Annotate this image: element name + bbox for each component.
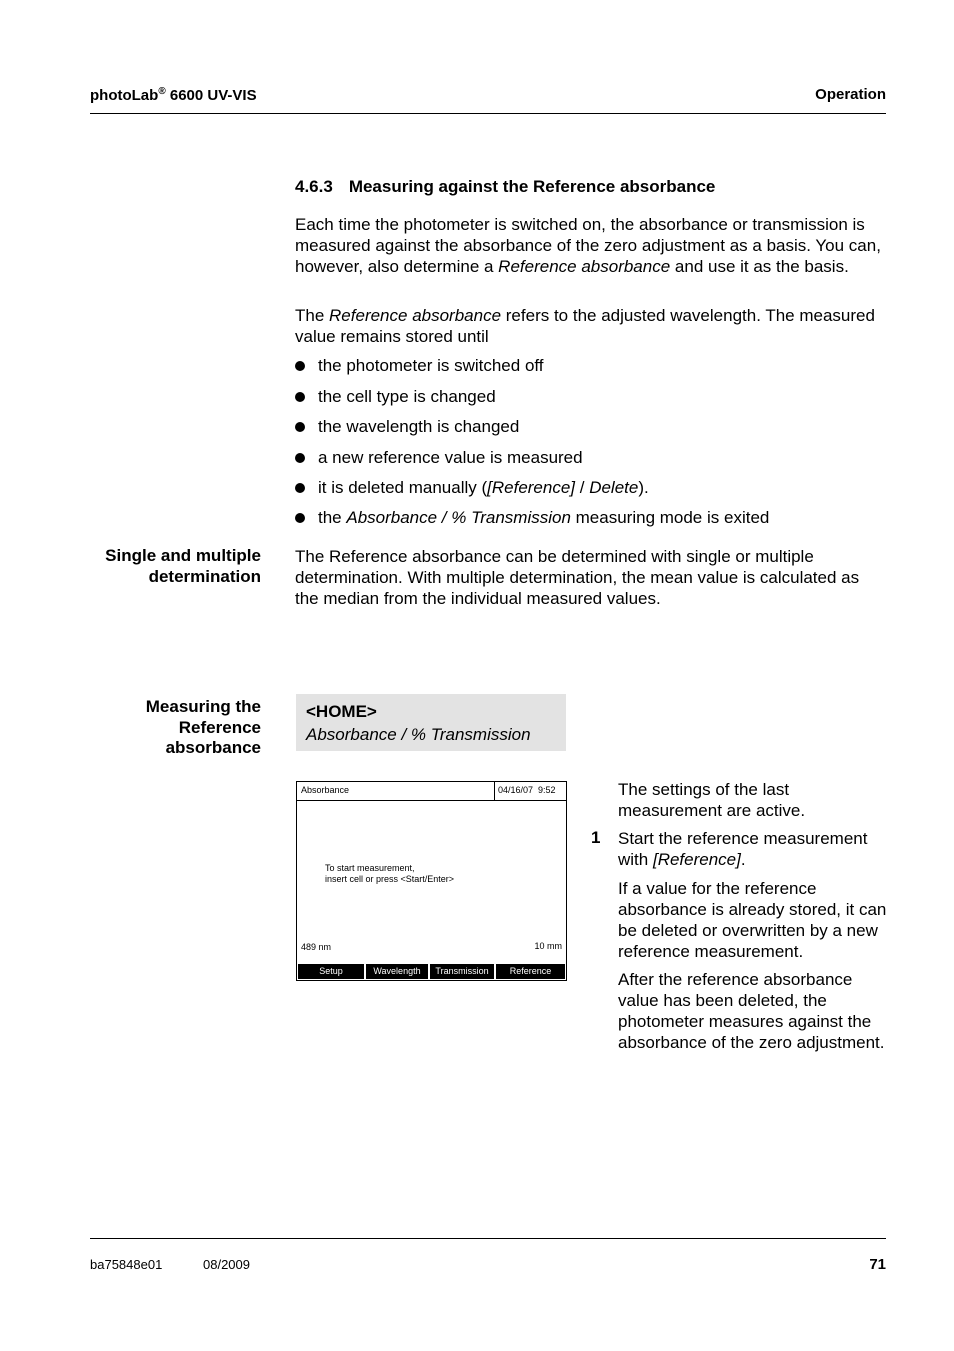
softkey-wavelength[interactable]: Wavelength <box>366 964 428 979</box>
intro-p1-text-a: Each time the photometer is switched on, the absorbance or transmission is measured against the absorbance of the zero adjustment as a basis. You can, however, also determine a <box>295 215 881 276</box>
side-heading-measuring <box>61 697 261 759</box>
side-heading-single-multiple <box>61 546 261 587</box>
navigation-path-box <box>296 694 566 751</box>
instrument-display <box>296 781 567 981</box>
display-cell-size: 10 mm <box>534 941 562 951</box>
softkey-reference[interactable]: Reference <box>496 964 565 979</box>
intro-p2-text-b: refers to the adjusted wavelength. The measured value remains stored until <box>295 306 875 346</box>
footer-doc-id: ba75848e01 <box>90 1257 163 1272</box>
section-number: 4.6.3 <box>295 177 333 196</box>
running-header-section: Operation <box>815 86 886 103</box>
list-item-text: the photometer is switched off <box>318 356 544 375</box>
list-item-text-b: measuring mode is exited <box>570 508 770 527</box>
step-number: 1 <box>591 828 601 847</box>
display-title-bar <box>297 782 566 801</box>
home-key-label: <HOME> <box>306 702 377 721</box>
side-heading-line: Single and multiple <box>105 546 261 565</box>
display-message-line: To start measurement, <box>325 863 415 873</box>
page-number: 71 <box>869 1256 886 1273</box>
intro-paragraph-2 <box>295 305 887 347</box>
softkey-transmission[interactable]: Transmission <box>430 964 494 979</box>
product-name: photoLab <box>90 87 159 104</box>
list-item-text <box>318 477 649 498</box>
step-1-text <box>618 828 888 870</box>
footer-date: 08/2009 <box>203 1257 250 1272</box>
bullet-icon <box>295 513 305 523</box>
reference-key-ref: [Reference] <box>487 478 576 497</box>
intro-p2-text-a: The <box>295 306 330 325</box>
section-heading <box>295 177 715 197</box>
list-item-separator: / <box>575 478 590 497</box>
side-heading-line: Measuring the <box>145 697 261 716</box>
running-header-title <box>90 86 257 104</box>
registered-mark: ® <box>158 86 166 97</box>
step-1-text-b: . <box>740 850 746 869</box>
step-note-2: After the reference absorbance value has been deleted, the photometer measures against the absorbance of the zero adjustment. <box>618 970 885 1052</box>
mode-name: Absorbance / % Transmission <box>346 508 571 527</box>
side-heading-line: absorbance <box>165 738 261 757</box>
header-rule <box>90 113 886 114</box>
bullet-icon <box>295 422 305 432</box>
display-message <box>325 863 454 885</box>
reference-key-ref: [Reference] <box>652 850 741 869</box>
delete-key-ref: Delete <box>589 478 639 497</box>
step-note-1: If a value for the reference absorbance is already stored, it can be deleted or overwritten by a new reference measurement. <box>618 879 887 961</box>
intro-p1-emphasis: Reference absorbance <box>498 257 671 276</box>
list-item-text-b: ). <box>638 478 649 497</box>
bullet-icon <box>295 483 305 493</box>
product-model: 6600 UV-VIS <box>165 87 257 104</box>
display-mode-title: Absorbance <box>301 785 350 795</box>
bullet-icon <box>295 361 305 371</box>
list-item-text: a new reference value is measured <box>318 448 583 467</box>
single-multiple-paragraph: The Reference absorbance can be determined with single or multiple determination. With multiple determination, the mean value is calculated as the median from the individual measured values. <box>295 547 860 608</box>
display-message-line: insert cell or press <Start/Enter> <box>325 874 455 884</box>
list-item-text-a: the <box>318 508 347 527</box>
bullet-icon <box>295 453 305 463</box>
display-wavelength: 489 nm <box>301 942 332 952</box>
list-item-text <box>318 507 769 528</box>
side-heading-line: Reference <box>178 717 261 737</box>
list-item-text-a: it is deleted manually ( <box>318 478 488 497</box>
softkey-setup[interactable]: Setup <box>298 964 364 979</box>
intro-paragraph-1 <box>295 214 887 277</box>
section-title: Measuring against the Reference absorbance <box>348 177 716 196</box>
intro-p1-text-b: and use it as the basis. <box>670 257 849 276</box>
intro-p2-emphasis: Reference absorbance <box>329 306 502 325</box>
list-item-text: the cell type is changed <box>318 387 496 406</box>
menu-path: Absorbance / % Transmission <box>306 725 531 744</box>
footer-rule <box>90 1238 886 1239</box>
display-datetime: 04/16/07 9:52 <box>498 785 556 795</box>
bullet-icon <box>295 392 305 402</box>
title-divider <box>494 782 495 800</box>
step-preamble: The settings of the last measurement are active. <box>618 780 806 820</box>
side-heading-line: determination <box>148 566 261 586</box>
list-item-text: the wavelength is changed <box>318 417 520 436</box>
step-1-text-a: Start the reference measurement with <box>618 829 868 869</box>
